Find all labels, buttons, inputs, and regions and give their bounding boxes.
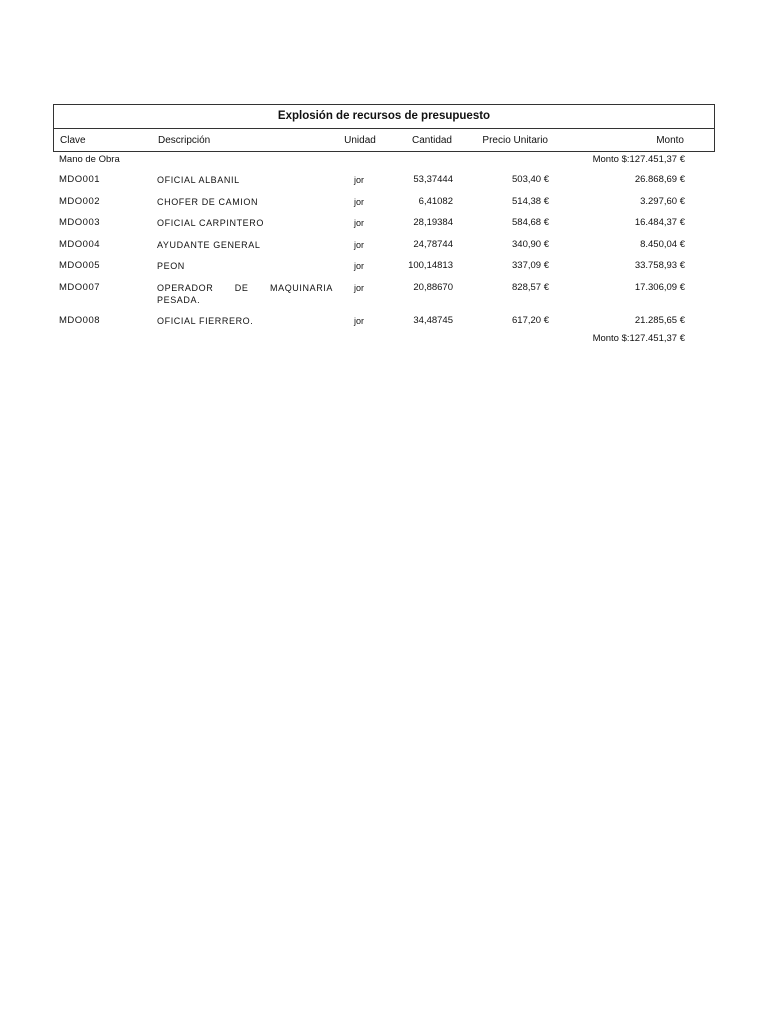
row-clave: MDO004 (59, 238, 101, 250)
row-monto: 3.297,60 € (640, 195, 685, 207)
table-row (53, 191, 715, 213)
row-precio: 617,20 € (512, 314, 549, 326)
column-header-precio-unitario: Precio Unitario (482, 135, 548, 146)
row-monto: 33.758,93 € (634, 260, 685, 271)
row-cantidad: 34,48745 (413, 314, 453, 326)
report-header-box (53, 104, 715, 152)
table-row (53, 277, 715, 310)
column-header-descripcion: Descripción (158, 135, 211, 146)
row-descripcion: PEON (157, 261, 185, 271)
row-precio: 340,90 € (512, 238, 549, 250)
row-cantidad: 6,41082 (418, 195, 453, 207)
row-descripcion-cell (157, 217, 333, 229)
column-header-monto: Monto (656, 135, 684, 146)
resource-report (53, 104, 715, 347)
row-unidad: jor (353, 282, 364, 293)
row-clave: MDO001 (59, 174, 101, 185)
row-unidad: jor (353, 261, 364, 271)
row-descripcion-cell (157, 260, 333, 272)
row-unidad: jor (353, 239, 364, 250)
row-cantidad: 100,14813 (408, 260, 453, 271)
row-unidad: jor (353, 315, 364, 326)
row-descripcion-cell (157, 315, 333, 327)
row-unidad: jor (353, 175, 364, 185)
row-monto: 8.450,04 € (640, 238, 685, 250)
group-name: Mano de Obra (59, 154, 120, 165)
row-precio: 584,68 € (512, 217, 549, 228)
row-descripcion: OPERADOR DE MAQUINARIA PESADA. (157, 282, 333, 305)
row-precio: 828,57 € (512, 281, 549, 293)
report-title: Explosión de recursos de presupuesto (54, 105, 714, 129)
row-descripcion: CHOFER DE CAMION (157, 196, 259, 207)
row-clave: MDO005 (59, 260, 101, 271)
row-unidad: jor (353, 218, 364, 228)
row-clave: MDO008 (59, 314, 101, 326)
row-clave: MDO003 (59, 217, 101, 228)
row-cantidad: 20,88670 (413, 281, 453, 293)
table-row (53, 310, 715, 332)
table-row (53, 169, 715, 191)
row-precio: 514,38 € (512, 195, 549, 207)
row-precio: 503,40 € (512, 174, 549, 185)
column-header-unidad: Unidad (344, 135, 376, 146)
row-monto: 17.306,09 € (634, 281, 685, 293)
row-cantidad: 28,19384 (413, 217, 453, 228)
column-header-clave: Clave (60, 135, 86, 146)
row-clave: MDO007 (59, 281, 101, 293)
row-clave: MDO002 (59, 195, 101, 207)
table-row (53, 255, 715, 277)
table-row (53, 212, 715, 234)
row-monto: 26.868,69 € (634, 174, 685, 185)
row-cantidad: 24,78744 (413, 238, 453, 250)
row-descripcion: OFICIAL ALBANIL (157, 175, 240, 185)
column-header-cantidad: Cantidad (411, 135, 452, 146)
row-unidad: jor (353, 196, 364, 207)
row-descripcion: OFICIAL FIERRERO. (157, 315, 254, 326)
row-descripcion: AYUDANTE GENERAL (157, 239, 261, 250)
group-monto-footer: Monto $:127.451,37 € (592, 333, 685, 344)
column-header-row (54, 129, 714, 153)
row-monto: 16.484,37 € (634, 217, 685, 228)
row-monto: 21.285,65 € (634, 314, 685, 326)
row-descripcion-cell (157, 196, 333, 208)
row-descripcion-cell (157, 239, 333, 251)
row-descripcion-cell (157, 174, 333, 186)
group-monto-header: Monto $:127.451,37 € (592, 154, 685, 165)
group-header-row (53, 152, 715, 169)
row-descripcion: OFICIAL CARPINTERO (157, 218, 264, 228)
row-cantidad: 53,37444 (413, 174, 453, 185)
row-descripcion-cell (157, 282, 333, 306)
group-total-row (53, 331, 715, 347)
table-row (53, 234, 715, 256)
row-precio: 337,09 € (512, 260, 549, 271)
